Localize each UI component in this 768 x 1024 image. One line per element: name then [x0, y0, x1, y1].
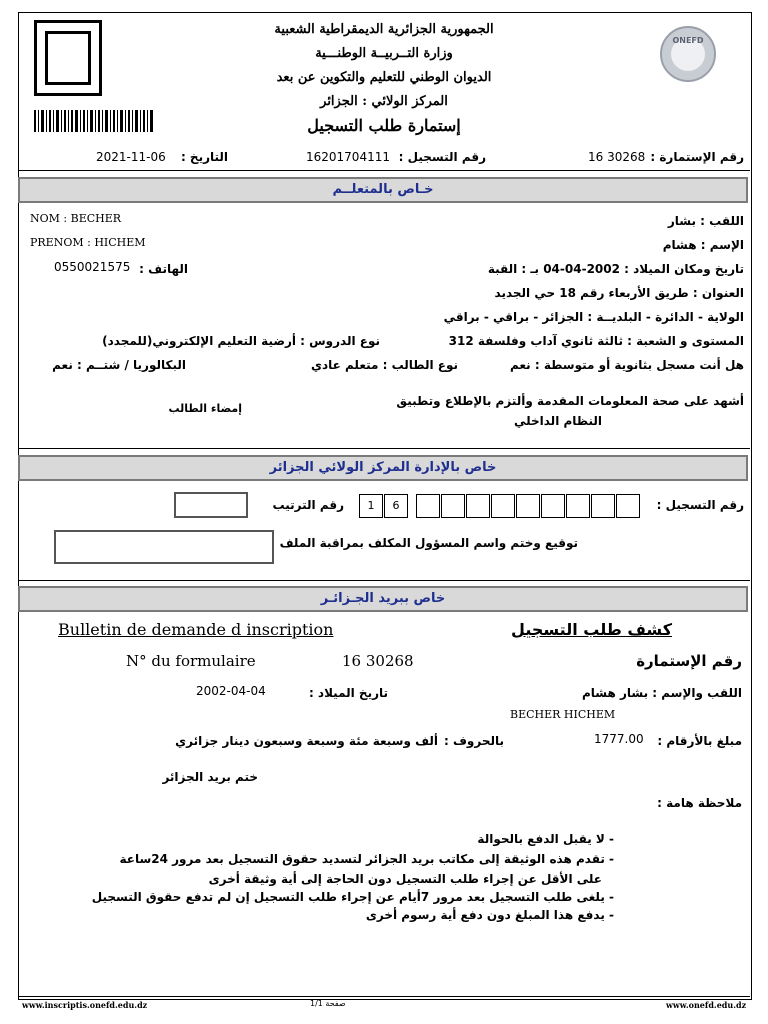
header-office: الديوان الوطني للتعليم والتكوين عن بعد	[276, 70, 492, 85]
page-title: إستمارة طلب التسجيل	[307, 116, 461, 135]
phone-value: 0550021575	[54, 260, 131, 274]
reg-cell	[566, 494, 590, 518]
admin-sign-label: توقيع وختم واسم المسؤول المكلف بمراقبة الملف	[279, 536, 578, 550]
header-republic: الجمهورية الجزائرية الديمقراطية الشعبية	[274, 22, 494, 37]
section-learner: خـاص بالمتعلــم	[18, 177, 748, 203]
note-2: - تقدم هذه الوثيقة إلى مكاتب بريد الجزائر لتسديد حقوق التسجيل بعد مرور 24ساعة	[119, 852, 614, 866]
reg-cell	[416, 494, 440, 518]
reg-cell	[541, 494, 565, 518]
reg-cell	[591, 494, 615, 518]
post-birth-value: 2002-04-04	[196, 684, 266, 698]
note-3: على الأقل عن إجراء طلب التسجيل دون الحاجة إلى أية وثيقة أخرى	[208, 872, 602, 886]
ar-title: كشف طلب التسجيل	[511, 620, 672, 639]
learner-level: المستوى و الشعبة : ثالثة ثانوي آداب وفلسفة 312	[448, 334, 744, 348]
post-name-ar: اللقب والإسم : بشار هشام	[581, 686, 742, 700]
post-birth-label: تاريخ الميلاد :	[308, 686, 388, 700]
form-number-label: رقم الإستمارة :	[650, 150, 744, 164]
rank-label: رقم الترتيب	[272, 498, 344, 512]
admin-sign-box	[54, 530, 274, 564]
form-number-value: 16 30268	[588, 150, 646, 164]
learner-nom: NOM : BECHER	[30, 212, 122, 225]
footer-page-number: صفحة 1/1	[310, 999, 346, 1008]
declaration-line2: النظام الداخلي	[513, 414, 602, 428]
learner-bac: البكالوريا / شتــم : نعم	[52, 358, 186, 372]
amount-label: مبلغ بالأرقام :	[657, 734, 742, 748]
reg-cell: 1	[359, 494, 383, 518]
ar-form-label: رقم الإستمارة	[636, 652, 742, 670]
letters-value: ألف وسبعة مئة وسبعة وسبعون دينار جزائري	[175, 734, 438, 748]
reg-cell	[466, 494, 490, 518]
notes-label: ملاحظة هامة :	[657, 796, 742, 810]
learner-wilaya: الولاية - الدائرة - البلديــة : الجزائر - براقي - براقي	[443, 310, 744, 324]
reg-cell	[516, 494, 540, 518]
post-form-number: 16 30268	[342, 652, 414, 670]
learner-address: العنوان : طريق الأربعاء رقم 18 حي الجديد	[494, 286, 744, 300]
learner-name: الإسم : هشام	[662, 238, 744, 252]
learner-course-type: نوع الدروس : أرضية التعليم الإلكتروني(للمجدد)	[102, 334, 380, 348]
footer-left-url: www.inscriptis.onefd.edu.dz	[22, 1000, 148, 1010]
reg-cell	[616, 494, 640, 518]
note-1: - لا يقبل الدفع بالحوالة	[477, 832, 614, 846]
footer-divider	[18, 996, 750, 997]
section-admin: خاص بالإدارة المركز الولائي الجزائر	[18, 455, 748, 481]
letters-label: بالحروف :	[443, 734, 504, 748]
reg-cell	[491, 494, 515, 518]
date-label: التاريخ :	[180, 150, 228, 164]
learner-student-type: نوع الطالب : متعلم عادي	[310, 358, 458, 372]
fr-form-label: N° du formulaire	[126, 652, 256, 670]
header-center: المركز الولائي : الجزائر	[320, 94, 448, 109]
learner-enrolled: هل أنت مسجل بثانوية أو متوسطة : نعم	[510, 358, 744, 372]
footer-right-url: www.onefd.edu.dz	[666, 1000, 747, 1010]
declaration-line1: أشهد على صحة المعلومات المقدمة وألتزم بالإطلاع وتطبيق	[396, 394, 744, 408]
section-post: خاص ببريد الجـزائـر	[18, 586, 748, 612]
admin-reg-label: رقم التسجيل :	[656, 498, 744, 512]
learner-surname: اللقب : بشار	[667, 214, 744, 228]
logo-text: ONEFD	[672, 36, 704, 45]
learner-prenom: PRENOM : HICHEM	[30, 236, 146, 249]
header-divider	[18, 170, 750, 171]
note-5: - يدفع هذا المبلغ دون دفع أية رسوم أخرى	[365, 908, 614, 922]
date-value: 2021-11-06	[96, 150, 166, 164]
student-signature-label: إمضاء الطالب	[168, 402, 242, 415]
note-4: - يلغى طلب التسجيل بعد مرور 7أيام عن إجراء طلب التسجيل إن لم تدفع حقوق التسجيل	[91, 890, 614, 904]
reg-cell: 6	[384, 494, 408, 518]
learner-birth: تاريخ ومكان الميلاد : 2002-04-04 بـ : القبة	[487, 262, 744, 276]
reg-cell	[441, 494, 465, 518]
reg-number-value: 16201704111	[306, 150, 390, 164]
admin-divider	[18, 580, 750, 581]
learner-divider	[18, 448, 750, 449]
rank-box	[174, 492, 248, 518]
reg-number-label: رقم التسجيل :	[398, 150, 486, 164]
header-ministry: وزارة التــربيــة الوطنـــية	[315, 46, 453, 61]
post-stamp-label: ختم بريد الجزائر	[162, 770, 258, 784]
fr-title: Bulletin de demande d inscription	[58, 620, 334, 639]
post-name-fr: BECHER HICHEM	[510, 708, 616, 721]
phone-label: الهاتف :	[139, 262, 188, 276]
amount-value: 1777.00	[594, 732, 644, 746]
